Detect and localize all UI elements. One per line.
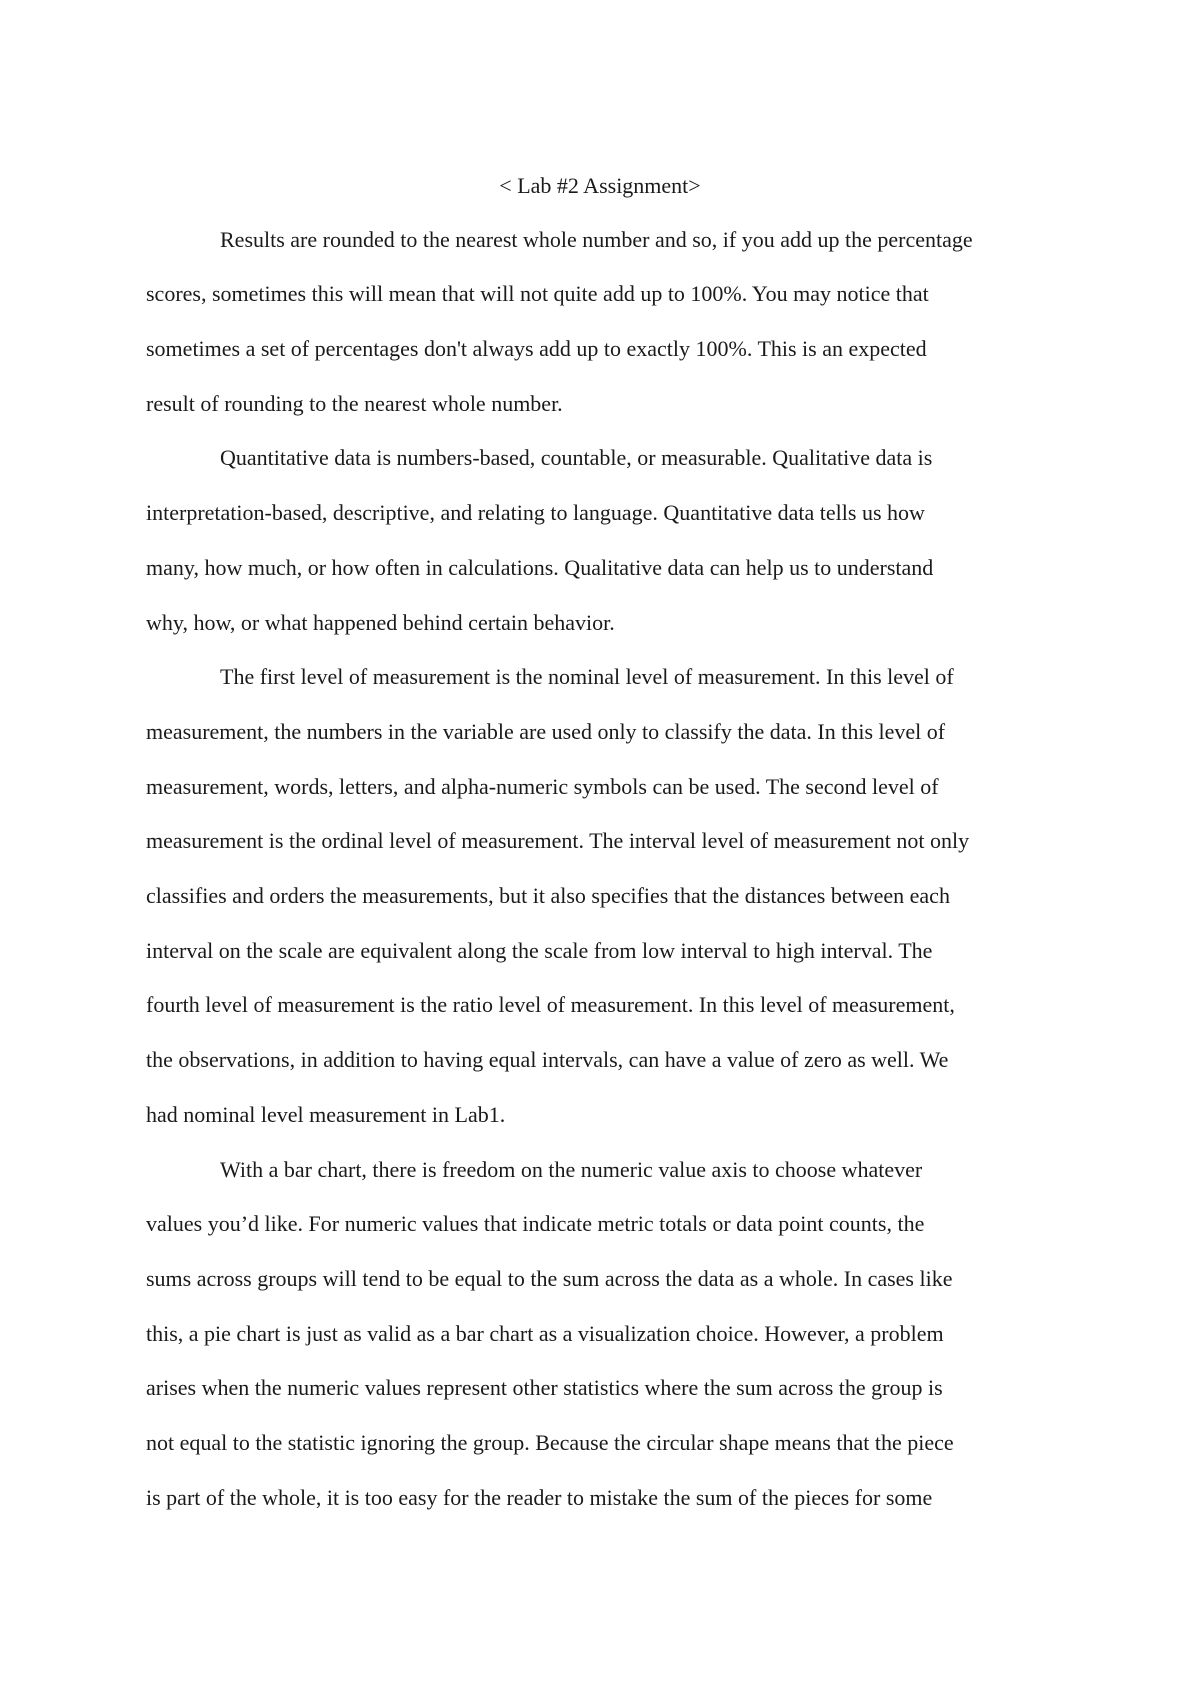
document-title: < Lab #2 Assignment> [499,173,701,198]
paragraph-4-line-2: values you’d like. For numeric values that indicate metric totals or data point counts, the [146,1211,925,1236]
paragraph-4-line-3: sums across groups will tend to be equal to the sum across the data as a whole. In cases like [146,1266,953,1291]
paragraph-2-line-3: many, how much, or how often in calculations. Qualitative data can help us to understand [146,555,934,580]
paragraph-1-line-2: scores, sometimes this will mean that will not quite add up to 100%. You may notice that [146,281,929,306]
paragraph-2-line-1: Quantitative data is numbers-based, countable, or measurable. Qualitative data is [220,445,933,470]
paragraph-3-line-8: the observations, in addition to having equal intervals, can have a value of zero as well. We [146,1047,949,1072]
paragraph-4-line-5: arises when the numeric values represent other statistics where the sum across the group is [146,1375,943,1400]
paragraph-4-line-6: not equal to the statistic ignoring the group. Because the circular shape means that the piece [146,1430,954,1455]
paragraph-3-line-2: measurement, the numbers in the variable are used only to classify the data. In this level of [146,719,946,744]
paragraph-4-line-4: this, a pie chart is just as valid as a bar chart as a visualization choice. However, a problem [146,1321,944,1346]
paragraph-3-line-6: interval on the scale are equivalent along the scale from low interval to high interval. The [146,938,933,963]
paragraph-4-line-7: is part of the whole, it is too easy for the reader to mistake the sum of the pieces for some [146,1485,933,1510]
paragraph-1-line-3: sometimes a set of percentages don't always add up to exactly 100%. This is an expected [146,336,927,361]
paragraph-3-line-7: fourth level of measurement is the ratio level of measurement. In this level of measurement, [146,992,955,1017]
paragraph-1-line-4: result of rounding to the nearest whole number. [146,391,563,416]
paragraph-3-line-3: measurement, words, letters, and alpha-numeric symbols can be used. The second level of [146,774,939,799]
paragraph-1-line-1: Results are rounded to the nearest whole number and so, if you add up the percentage [220,227,973,252]
paragraph-4-line-1: With a bar chart, there is freedom on the numeric value axis to choose whatever [220,1157,923,1182]
paragraph-3-line-1: The first level of measurement is the nominal level of measurement. In this level of [220,664,954,689]
paragraph-2-line-4: why, how, or what happened behind certain behavior. [146,610,615,635]
paragraph-3-line-4: measurement is the ordinal level of measurement. The interval level of measurement not only [146,828,970,853]
paragraph-3-line-5: classifies and orders the measurements, but it also specifies that the distances between each [146,883,950,908]
paragraph-3-line-9: had nominal level measurement in Lab1. [146,1102,506,1127]
paragraph-2-line-2: interpretation-based, descriptive, and relating to language. Quantitative data tells us how [146,500,925,525]
